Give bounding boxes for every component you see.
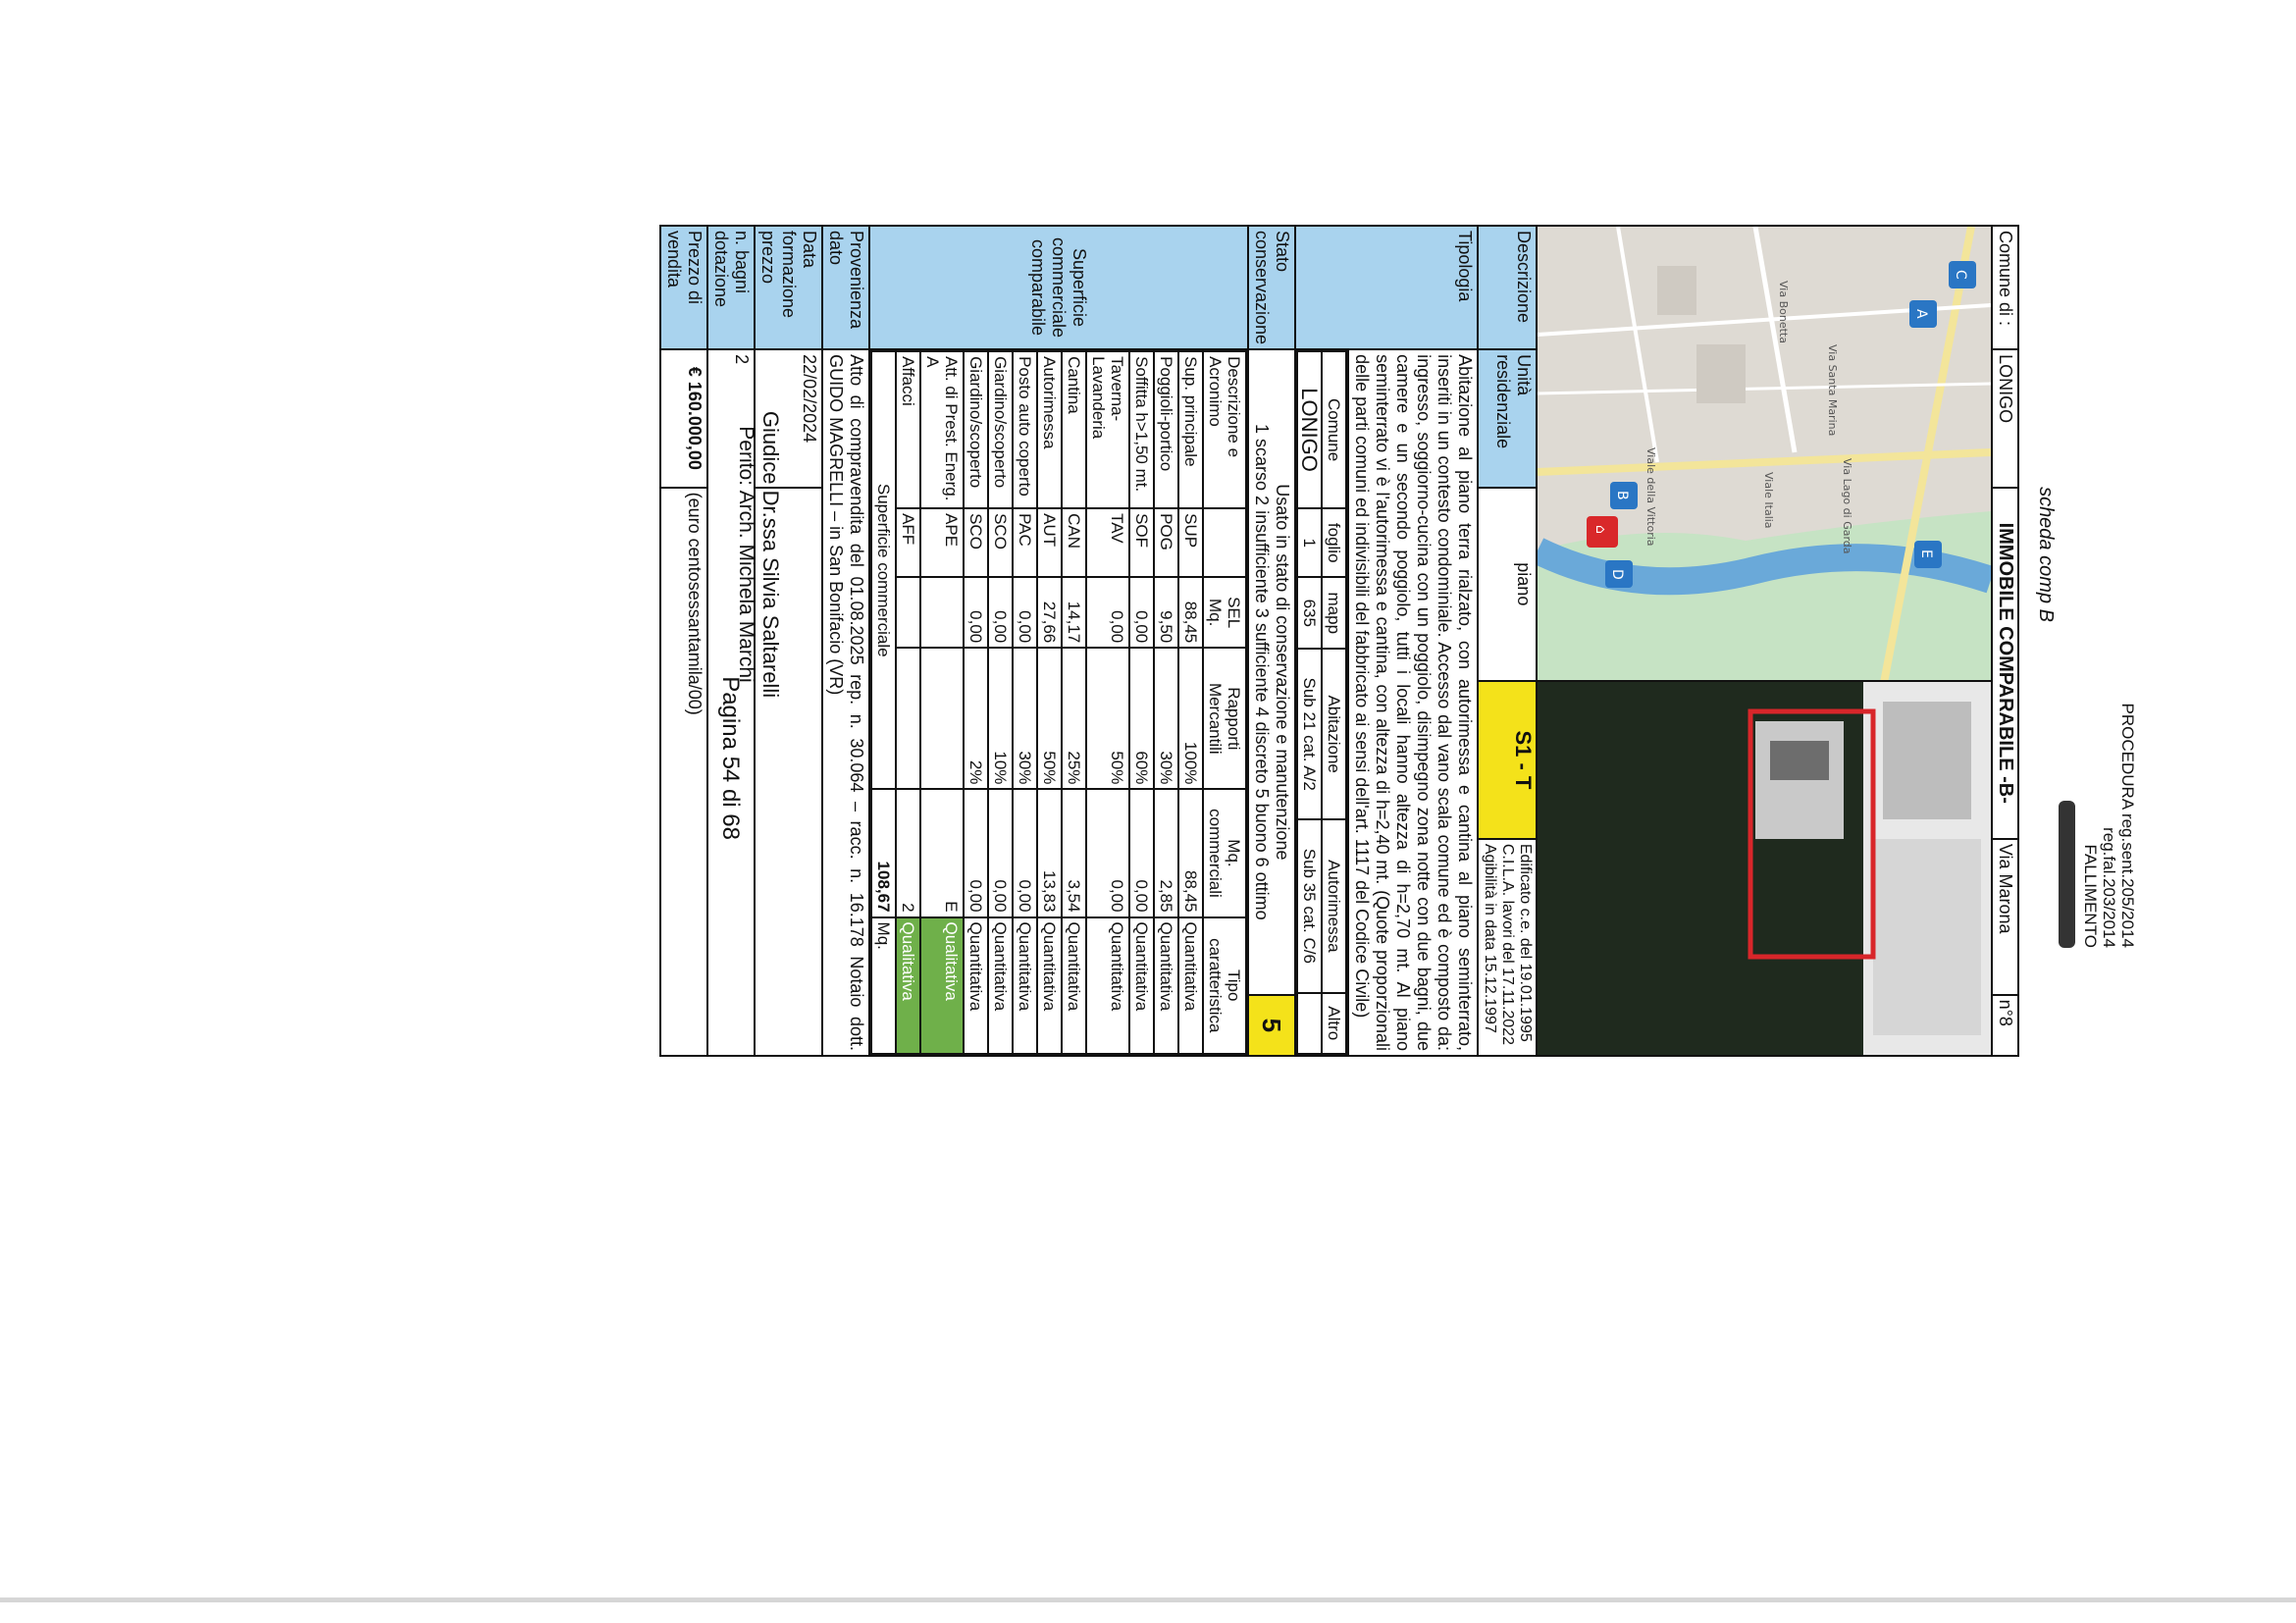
superficie-cell: 0,00 (988, 789, 1013, 916)
superficie-cell: Quantitativa (1154, 917, 1178, 1054)
superficie-cell: 2% (964, 648, 988, 789)
superficie-cell: SUP (1178, 508, 1203, 577)
superficie-cell: 13,83 (1037, 789, 1062, 916)
sup-header-tipo: Tipo caratteristica (1203, 917, 1246, 1054)
stato-value: 5 (1248, 995, 1295, 1056)
superficie-cell: Quantitativa (1129, 917, 1154, 1054)
superficie-cell: 60% (1129, 648, 1154, 789)
marker-d (1605, 560, 1633, 588)
marker-subject (1587, 516, 1618, 548)
edificato-line-2: C.I.L.A. lavori del 17.11.2022 (1499, 843, 1516, 1045)
prezzo-label: Prezzo di vendita (660, 226, 707, 349)
superficie-cell: Taverna-Lavanderia (1086, 351, 1129, 508)
scan-edge-line (0, 1597, 2296, 1602)
superficie-cell: 100% (1178, 648, 1203, 789)
map-graphic (1538, 227, 1991, 680)
sup-header-descrizione: Descrizione e Acronimo (1203, 351, 1246, 508)
superficie-cell: 30% (1013, 648, 1037, 789)
judge-name: Giudice Dr.ssa Silvia Saltarelli (758, 410, 783, 699)
scheda-title: scheda comp B (2035, 487, 2057, 622)
sup-header-mq: Mq. commerciali (1203, 789, 1246, 916)
superficie-cell: 88,45 (1178, 789, 1203, 916)
procedure-header (2055, 704, 2137, 948)
cat-comune: LONIGO (1297, 351, 1322, 508)
superficie-cell: 27,66 (1037, 577, 1062, 648)
prezzo-words: (euro centosessantamila/00) (660, 488, 707, 1056)
superficie-row (1154, 351, 1178, 1054)
superficie-cell: 14,17 (1062, 577, 1086, 648)
superficie-cell: PAC (1013, 508, 1037, 577)
superficie-cell: Qualitativa (896, 917, 920, 1054)
data-label: Data formazione prezzo (755, 226, 822, 349)
superficie-cell: 3,54 (1062, 789, 1086, 916)
superficie-cell: 0,00 (988, 577, 1013, 648)
sup-comm-value: 108,67 (871, 789, 896, 916)
page-number: Pagina 54 di 68 (717, 676, 744, 840)
superficie-cell: Att. di Prest. Energ. A (920, 351, 964, 508)
superficie-cell: 0,00 (1013, 789, 1037, 916)
marker-a (1909, 300, 1937, 328)
cat-autorimessa: Sub 35 cat. C/6 (1297, 819, 1322, 992)
superficie-cell: 0,00 (1086, 789, 1129, 916)
map-label-viale-italia: Viale Italia (1762, 472, 1775, 529)
superficie-cell: POG (1154, 508, 1178, 577)
edificato-line-3: Agibilità in data 15.12.1997 (1482, 843, 1498, 1033)
fallimento-line: FALLIMENTO (2081, 844, 2100, 948)
superficie-cell: Autorimessa (1037, 351, 1062, 508)
superficie-cell: CAN (1062, 508, 1086, 577)
superficie-cell: 2 (896, 789, 920, 916)
superficie-cell: 0,00 (1086, 577, 1129, 648)
cat-header-mapp: mapp (1322, 577, 1346, 649)
sup-header-acronimo (1203, 508, 1246, 577)
bagni-value: 2 (707, 349, 755, 1056)
cat-header-foglio: foglio (1322, 508, 1346, 577)
ubicazione-value: Via Marona (1992, 839, 2018, 995)
superficie-cell: 50% (1086, 648, 1129, 789)
superficie-cell: 25% (1062, 648, 1086, 789)
map-label-bonetta: Via Bonetta (1777, 281, 1790, 343)
svg-text:C: C (1953, 270, 1968, 280)
cat-header-altro: Altro (1322, 993, 1346, 1054)
cat-abitazione: Sub 21 cat. A/2 (1297, 649, 1322, 819)
procedura-line: PROCEDURA reg.sent.205/2014 (2118, 703, 2137, 948)
tipologia-text: Abitazione al piano terra rialzato, con autorimessa e cantina al piano seminterrato, inseriti in un contesto condominiale. Accesso dal vano scala comune ed è composto da: ingresso, soggiorno-cucina con un poggiolo, disimpegno zona notte con due bagni, due camere e un secondo poggiolo, tutti i locali hanno altezza di h=2,70 mt. Al piano seminterrato vi è l'autorimessa e cantina, con altezza di h=2,40 mt. (Quote proporzionali delle parti comuni ed indivisibili del fabbricato ai sensi dell'art. 1117 del Codice Civile) (1348, 349, 1478, 1056)
superficie-cell: 0,00 (1129, 577, 1154, 648)
table-title: IMMOBILE COMPARABILE -B- (1992, 488, 2018, 839)
map-label-vittoria: Viale della Vittoria (1644, 447, 1657, 547)
data-value: 22/02/2024 (755, 349, 822, 488)
superficie-cell: SCO (988, 508, 1013, 577)
superficie-row (988, 351, 1013, 1054)
map-label-marina: Via Santa Marina (1826, 344, 1839, 437)
superficie-cell: Quantitativa (1178, 917, 1203, 1054)
superficie-cell: 2,85 (1154, 789, 1178, 916)
stato-label: Stato conservazione (1248, 226, 1295, 349)
superficie-cell (920, 648, 964, 789)
superficie-cell: E (920, 789, 964, 916)
svg-text:A: A (1913, 309, 1929, 319)
superficie-cell: 10% (988, 648, 1013, 789)
comparable-table (659, 225, 2019, 1057)
catasto-table (1296, 350, 1347, 1055)
provenienza-text: Atto di compravendita del 01.08.2025 rep. n. 30.064 – racc. n. 16.178 Notaio dott. GUIDO MAGRELLI – in San Bonifacio (VR) (822, 349, 869, 1056)
superficie-label: Superficie commerciale comparabile (869, 226, 1248, 349)
prezzo-value: € 160.000,00 (660, 349, 707, 488)
stato-line-2: 1 scarso 2 insufficiente 3 sufficiente 4 discreto 5 buono 6 ottimo (1252, 424, 1272, 920)
superficie-cell: AUT (1037, 508, 1062, 577)
superficie-cell: Quantitativa (964, 917, 988, 1054)
bagni-label: n. bagni dotazione (707, 226, 755, 349)
map-label-garda: Via Lago di Garda (1841, 458, 1853, 554)
superficie-cell: 30% (1154, 648, 1178, 789)
descrizione-label: Descrizione (1478, 226, 1537, 349)
superficie-cell: Quantitativa (1013, 917, 1037, 1054)
superficie-cell: 88,45 (1178, 577, 1203, 648)
svg-text:⌂: ⌂ (1592, 525, 1608, 534)
stato-line-1: Usato in stato di conservazione e manutenzione (1273, 484, 1292, 861)
perito-name: Perito: Arch. Michela Marchi (735, 426, 757, 683)
provenienza-label: Provenienza dato (822, 226, 869, 349)
superficie-cell: 9,50 (1154, 577, 1178, 648)
superficie-cell: Soffitta h>1,50 mt. (1129, 351, 1154, 508)
superficie-row (1129, 351, 1154, 1054)
superficie-cell: Quantitativa (988, 917, 1013, 1054)
superficie-cell (896, 648, 920, 789)
cat-altro (1297, 993, 1322, 1054)
tipologia-label: Tipologia (1295, 226, 1478, 349)
superficie-row (964, 351, 988, 1054)
superficie-cell: Sup. principale (1178, 351, 1203, 508)
redaction-bar (2059, 801, 2075, 948)
cat-header-autorimessa: Autorimessa (1322, 819, 1346, 992)
cat-header-comune: Comune (1322, 351, 1346, 508)
superficie-table (870, 350, 1247, 1055)
superficie-cell: Poggioli-portico (1154, 351, 1178, 508)
superficie-cell: 0,00 (964, 577, 988, 648)
superficie-cell: SCO (964, 508, 988, 577)
n-label: n°8 (1992, 995, 2018, 1056)
marker-c (1949, 261, 1976, 288)
property-photo (1538, 682, 1991, 1055)
superficie-cell: 0,00 (1013, 577, 1037, 648)
cat-foglio: 1 (1297, 508, 1322, 577)
superficie-row (920, 351, 964, 1054)
superficie-cell: 50% (1037, 648, 1062, 789)
superficie-row (896, 351, 920, 1054)
edificato-line-1: Edificato c.e. del 19.01.1995 (1517, 843, 1534, 1042)
superficie-row (1178, 351, 1203, 1054)
superficie-cell: Quantitativa (1062, 917, 1086, 1054)
rotated-page (518, 4, 2137, 1105)
superficie-row (1037, 351, 1062, 1054)
svg-text:E: E (1918, 550, 1934, 558)
superficie-rows (896, 351, 1203, 1054)
sup-header-sel: SEL Mq. (1203, 577, 1246, 648)
superficie-cell: Cantina (1062, 351, 1086, 508)
superficie-row (1062, 351, 1086, 1054)
superficie-row (1013, 351, 1037, 1054)
superficie-cell: Posto auto coperto (1013, 351, 1037, 508)
comune-value: LONIGO (1992, 349, 2018, 488)
superficie-cell (920, 577, 964, 648)
superficie-cell: AFF (896, 508, 920, 577)
marker-b (1610, 482, 1638, 509)
sup-header-rapporti: Rapporti Mercantili (1203, 648, 1246, 789)
piano-label: piano (1478, 488, 1537, 681)
cat-header-abitazione: Abitazione (1322, 649, 1346, 819)
marker-e (1914, 541, 1942, 568)
location-map (1538, 227, 1991, 680)
superficie-cell: Quantitativa (1086, 917, 1129, 1054)
comune-label: Comune di : (1992, 226, 2018, 349)
reg-fal-line: reg.fal.203/2014 (2100, 827, 2118, 948)
superficie-cell: 0,00 (1129, 789, 1154, 916)
piano-value: S1 - T (1478, 681, 1537, 839)
superficie-cell: Affacci (896, 351, 920, 508)
superficie-cell: Giardino/scoperto (988, 351, 1013, 508)
unita-label: Unità residenziale (1478, 349, 1537, 488)
superficie-row (1086, 351, 1129, 1054)
superficie-cell: APE (920, 508, 964, 577)
cat-mapp: 635 (1297, 577, 1322, 649)
svg-text:D: D (1609, 569, 1625, 580)
sup-comm-unit: Mq. (871, 917, 896, 1054)
superficie-cell: Giardino/scoperto (964, 351, 988, 508)
superficie-cell: Qualitativa (920, 917, 964, 1054)
superficie-cell: 0,00 (964, 789, 988, 916)
superficie-cell (896, 577, 920, 648)
superficie-cell: SOF (1129, 508, 1154, 577)
superficie-cell: Quantitativa (1037, 917, 1062, 1054)
sup-comm-label: Superficie commerciale (871, 351, 896, 789)
superficie-cell: TAV (1086, 508, 1129, 577)
svg-text:B: B (1614, 491, 1630, 500)
